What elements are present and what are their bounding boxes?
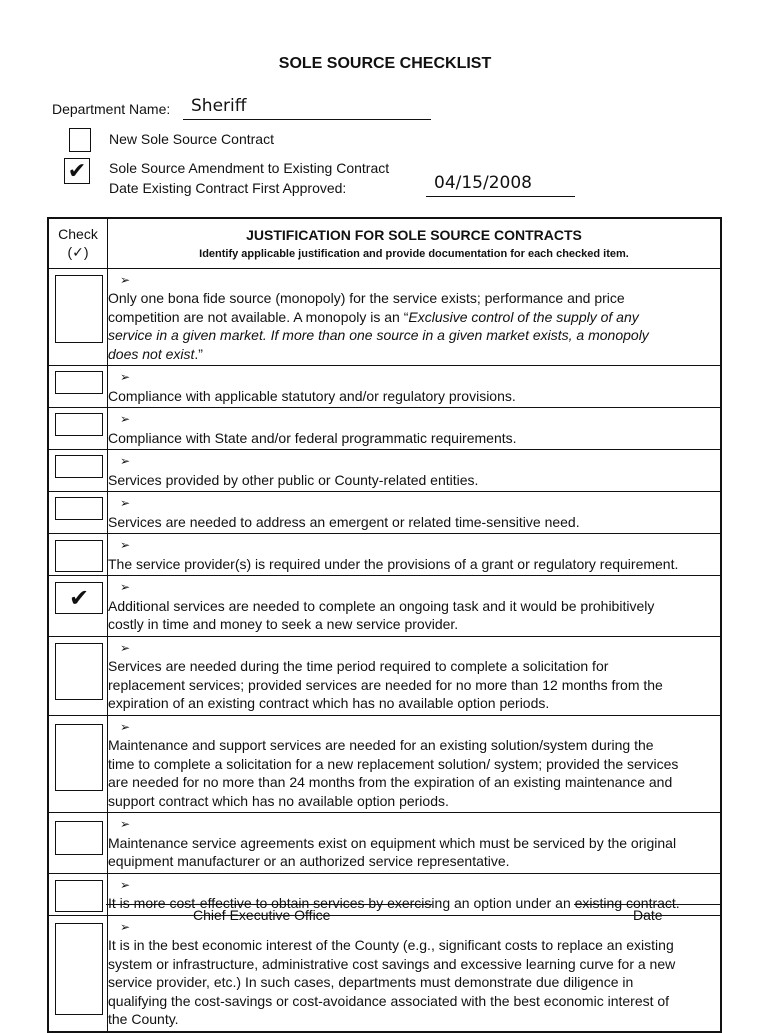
row-justification-text bbox=[108, 268, 722, 366]
row-checkbox[interactable] bbox=[55, 455, 103, 478]
row-justification-text bbox=[108, 408, 722, 450]
row-text: Services are needed during the time period required to complete a solicitation for replacement services; provided services are needed for no more than 12 months from the expiration of an existing contract which has no available option periods. bbox=[108, 658, 663, 711]
justification-table bbox=[47, 217, 722, 1033]
arrow-bullet-icon: ➢ bbox=[119, 272, 131, 287]
table-row bbox=[48, 576, 721, 637]
check-header-symbol: (✓) bbox=[67, 244, 89, 260]
row-justification-text bbox=[108, 915, 722, 1032]
table-row bbox=[48, 366, 721, 408]
check-header-label: Check bbox=[58, 226, 98, 242]
row-justification-text bbox=[108, 715, 722, 813]
row-check-cell bbox=[48, 450, 108, 492]
row-justification-text bbox=[108, 450, 722, 492]
row-text: The service provider(s) is required under the provisions of a grant or regulatory requirement. bbox=[108, 555, 679, 572]
arrow-bullet-icon: ➢ bbox=[119, 640, 131, 655]
arrow-bullet-icon: ➢ bbox=[119, 719, 131, 734]
check-column-header bbox=[48, 218, 108, 268]
table-row bbox=[48, 715, 721, 813]
approved-date-field[interactable] bbox=[426, 172, 575, 197]
table-row bbox=[48, 534, 721, 576]
table-row bbox=[48, 813, 721, 874]
row-text: Only one bona fide source (monopoly) for the service exists; performance and price competition are not available. A monopoly is an “Exclusive control of the supply of any service in a given market. If more than one source in a given market exists, a monopoly does not exist.” bbox=[108, 290, 649, 362]
row-checkbox[interactable] bbox=[55, 724, 103, 791]
row-checkbox[interactable] bbox=[55, 497, 103, 520]
department-value: Sheriff bbox=[191, 96, 247, 116]
row-check-cell bbox=[48, 268, 108, 366]
department-label: Department Name: bbox=[52, 101, 171, 117]
date-line[interactable] bbox=[574, 904, 721, 905]
row-check-cell bbox=[48, 408, 108, 450]
approved-date-label: Date Existing Contract First Approved: bbox=[109, 180, 347, 196]
row-justification-text bbox=[108, 576, 722, 637]
arrow-bullet-icon: ➢ bbox=[119, 580, 131, 594]
arrow-bullet-icon: ➢ bbox=[119, 496, 131, 510]
check-icon: ✔ bbox=[68, 585, 90, 612]
row-check-cell bbox=[48, 366, 108, 408]
signature-line[interactable] bbox=[106, 904, 432, 905]
amendment-checkbox[interactable] bbox=[64, 158, 90, 184]
arrow-bullet-icon: ➢ bbox=[119, 538, 131, 552]
arrow-bullet-icon: ➢ bbox=[119, 412, 131, 426]
table-header-row bbox=[48, 218, 721, 268]
department-field[interactable] bbox=[183, 94, 431, 120]
arrow-bullet-icon: ➢ bbox=[119, 919, 131, 934]
page-title: SOLE SOURCE CHECKLIST bbox=[278, 55, 492, 72]
row-check-cell bbox=[48, 492, 108, 534]
row-checkbox[interactable] bbox=[55, 275, 103, 343]
row-checkbox[interactable] bbox=[55, 413, 103, 436]
row-text: Maintenance service agreements exist on equipment which must be serviced by the original equipment manufacturer or an authorized service representative. bbox=[108, 834, 677, 869]
row-checkbox[interactable] bbox=[55, 540, 103, 572]
row-checkbox[interactable] bbox=[55, 582, 103, 614]
table-row bbox=[48, 873, 721, 915]
row-check-cell bbox=[48, 534, 108, 576]
row-checkbox[interactable] bbox=[55, 371, 103, 394]
arrow-bullet-icon: ➢ bbox=[119, 370, 131, 384]
amendment-label: Sole Source Amendment to Existing Contract bbox=[109, 160, 390, 176]
row-checkbox[interactable] bbox=[55, 643, 103, 700]
arrow-bullet-icon: ➢ bbox=[119, 454, 131, 468]
row-text: It is more cost-effective to obtain services by exercising an option under an existing contract. bbox=[108, 895, 680, 911]
table-row bbox=[48, 492, 721, 534]
row-check-cell bbox=[48, 873, 108, 915]
row-check-cell bbox=[48, 813, 108, 874]
row-check-cell bbox=[48, 715, 108, 813]
table-row bbox=[48, 268, 721, 366]
row-justification-text bbox=[108, 366, 722, 408]
table-row bbox=[48, 636, 721, 715]
row-text: It is in the best economic interest of the County (e.g., significant costs to replace an existing system or infrastructure, administrative cost savings and excessive learning curve for a new service provider, etc.) In such cases, departments must demonstrate due diligence in qualifying the cost-savings or cost-avoidance associated with the best economic interest of the County. bbox=[108, 937, 676, 1027]
check-icon: ✔ bbox=[67, 158, 87, 183]
arrow-bullet-icon: ➢ bbox=[119, 877, 131, 892]
table-row bbox=[48, 915, 721, 1032]
row-text: Additional services are needed to complete an ongoing task and it would be prohibitively costly in time and money to seek a new service provider. bbox=[108, 597, 655, 632]
row-check-cell bbox=[48, 636, 108, 715]
justification-subheading: Identify applicable justification and provide documentation for each checked item. bbox=[199, 248, 629, 260]
row-checkbox[interactable] bbox=[55, 880, 103, 912]
signature-label: Chief Executive Office bbox=[193, 907, 331, 923]
row-text: Services are needed to address an emergent or related time-sensitive need. bbox=[108, 513, 580, 530]
arrow-bullet-icon: ➢ bbox=[119, 817, 131, 831]
row-justification-text bbox=[108, 636, 722, 715]
row-text: Compliance with applicable statutory and/or regulatory provisions. bbox=[108, 387, 516, 404]
new-contract-checkbox[interactable] bbox=[69, 128, 91, 152]
row-checkbox[interactable] bbox=[55, 821, 103, 855]
justification-heading: JUSTIFICATION FOR SOLE SOURCE CONTRACTS bbox=[246, 227, 582, 243]
table-row bbox=[48, 408, 721, 450]
new-contract-label: New Sole Source Contract bbox=[109, 131, 274, 147]
row-text: Compliance with State and/or federal programmatic requirements. bbox=[108, 429, 517, 446]
row-check-cell bbox=[48, 576, 108, 637]
monopoly-definition: Exclusive control of the supply of any service in a given market. If more than one source in a given market exists, a monopoly does not exist bbox=[108, 308, 649, 362]
approved-date-value: 04/15/2008 bbox=[434, 173, 532, 193]
row-text: Services provided by other public or County-related entities. bbox=[108, 471, 479, 488]
justification-header bbox=[108, 218, 722, 268]
row-justification-text bbox=[108, 534, 722, 576]
row-text: Maintenance and support services are needed for an existing solution/system during the time to complete a solicitation for a new replacement solution/ system; provided the services are needed for no more than 24 months from the expiration of an existing maintenance and support contract which has no available option periods. bbox=[108, 737, 679, 809]
table-row bbox=[48, 450, 721, 492]
date-label: Date bbox=[633, 907, 663, 923]
row-check-cell bbox=[48, 915, 108, 1032]
row-justification-text bbox=[108, 813, 722, 874]
row-checkbox[interactable] bbox=[55, 923, 103, 1015]
row-justification-text bbox=[108, 492, 722, 534]
